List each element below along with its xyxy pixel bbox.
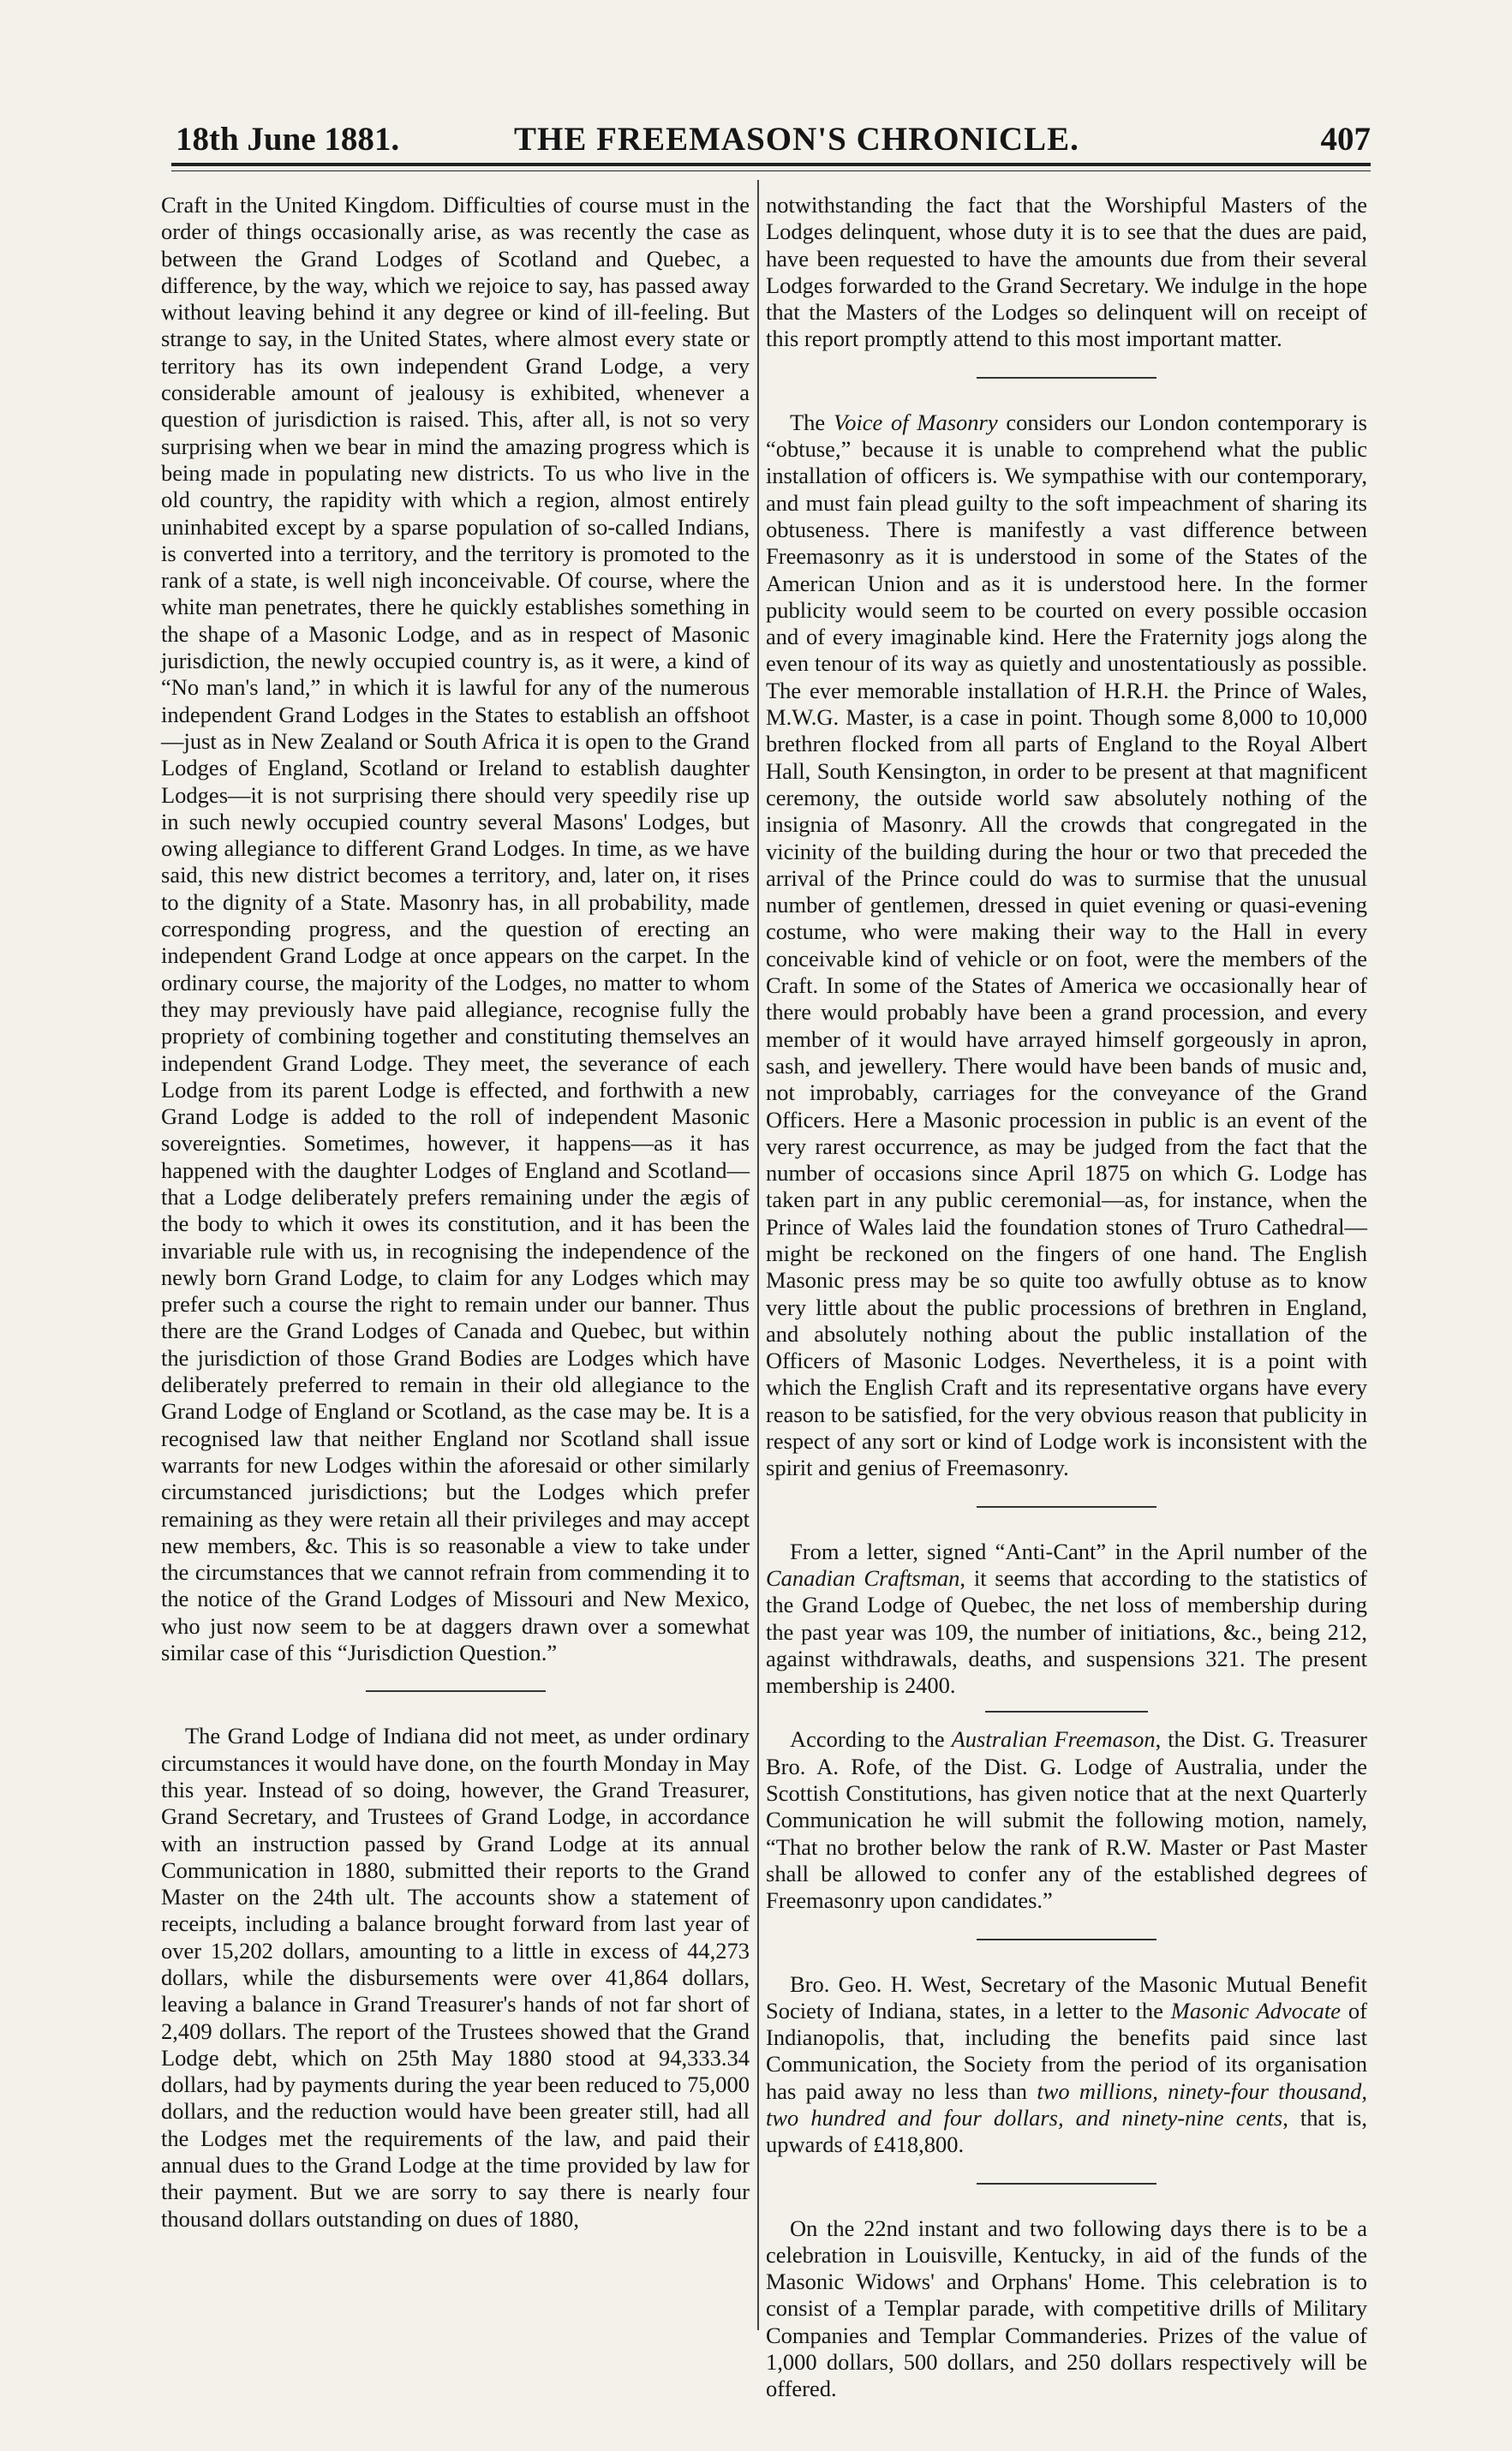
article-mutual-benefit	[766, 1971, 1367, 2159]
header-rule-thin	[171, 170, 1371, 171]
article-australia-motion	[766, 1726, 1367, 1914]
page-header	[176, 120, 1371, 163]
header-rule-thick	[171, 163, 1371, 166]
column-divider	[757, 180, 759, 2330]
article-louisville-celebration: On the 22nd instant and two following days there is to be a celebration in Louisville, Kentucky, in aid of the funds of the Masonic Widows' and Orphans' Home. This celebration is to consist of a Templar parade, with competitive drills of Military Companies and Templar Commanderies. Prizes of the value of 1,000 dollars, 500 dollars, and 250 dollars respectively will be offered.	[766, 2215, 1367, 2402]
text-run: , it seems that according to the statistics of the Grand Lodge of Quebec, the net loss of membership during the past year was 109, the number of initiations, &c., being 212, against withdrawals, deaths, and suspensions 321. The present membership is 2400.	[766, 1564, 1367, 1699]
section-divider	[977, 1939, 1156, 1940]
text-run: From a letter, signed “Anti-Cant” in the April number of the	[790, 1538, 1367, 1564]
page-number: 407	[1320, 121, 1371, 158]
text-run: Bro. Geo. H. West, Secretary of the Masonic Mutual Benefit Society of Indiana, states, in a letter to the	[766, 1970, 1367, 2024]
issue-date: 18th June 1881.	[176, 121, 400, 158]
text-run: of Indianopolis, that, including the benefits paid since last Communication, the Society from the period of its organisation has paid away no less than	[766, 1997, 1367, 2104]
publication-name: Canadian Craftsman	[766, 1564, 960, 1591]
section-divider	[985, 1711, 1148, 1713]
article-jurisdiction: Craft in the United Kingdom. Difficulties of course must in the order of things occasionally arise, as was recently the case as between the Grand Lodges of Scotland and Quebec, a difference, by the way, which we rejoice to say, has passed away without leaving behind it any degree or kind of ill-feeling. But strange to say, in the United States, where almost every state or territory has its own independent Grand Lodge, a very considerable amount of jealousy is exhibited, whenever a question of jurisdiction is raised. This, after all, is not so very surprising when we bear in mind the amazing progress which is being made in populating new districts. To us who live in the old country, the rapidity with which a region, almost entirely uninhabited except by a sparse population of so-called Indians, is converted into a territory, and the territory is promoted to the rank of a state, is well nigh inconceivable. Of course, where the white man penetrates, there he quickly establishes something in the shape of a Masonic Lodge, and as in respect of Masonic jurisdiction, the newly occupied country is, as it were, a kind of “No man's land,” in which it is lawful for any of the numerous independent Grand Lodges in the States to establish an offshoot—just as in New Zealand or South Africa it is open to the Grand Lodges of England, Scotland or Ireland to establish daughter Lodges—it is not surprising there should very speedily rise up in such newly occupied country several Masons' Lodges, but owing allegiance to different Grand Lodges. In time, as we have said, this new district becomes a territory, and, later on, it rises to the dignity of a State. Masonry has, in all probability, made corresponding progress, and the question of erecting an independent Grand Lodge at once appears on the carpet. In the ordinary course, the majority of the Lodges, no matter to whom they may previously have paid allegiance, recognise fully the propriety of combining together and constituting themselves an independent Grand Lodge. They meet, the severance of each Lodge from its parent Lodge is effected, and forthwith a new Grand Lodge is added to the roll of independent Masonic sovereignties. Sometimes, however, it happens—as it has happened with the daughter Lodges of England and Scotland—that a Lodge deliberately prefers remaining under the ægis of the body to which it owes its constitution, and it has been the invariable rule with us, in recognising the independence of the newly born Grand Lodge, to claim for any Lodges which may prefer such a course the right to remain under our banner. Thus there are the Grand Lodges of Canada and Quebec, but within the jurisdiction of those Grand Bodies are Lodges which have deliberately preferred to remain in their old allegiance to the Grand Lodge of England or Scotland, as the case may be. It is a recognised law that neither England nor Scotland shall issue warrants for new Lodges within the aforesaid or other similarly circumstanced jurisdictions; but the Lodges which prefer remaining as they were retain all their privileges and may accept new members, &c. This is so reasonable a view to take under the circumstances that we cannot refrain from commending it to the notice of the Grand Lodges of Missouri and New Mexico, who just now seem to be at daggers drawn over a somewhat similar case of this “Jurisdiction Question.”	[161, 192, 750, 1666]
article-voice-of-masonry	[766, 409, 1367, 1482]
publication-title: THE FREEMASON'S CHRONICLE.	[514, 121, 1079, 158]
publication-name: Masonic Advocate	[1170, 1997, 1342, 2024]
right-column	[766, 192, 1367, 2403]
text-run: considers our London contemporary is “obtuse,” because it is unable to comprehend what the public installation of officers is. We sympathise with our contemporary, and must fain plead guilty to the soft impeachment of sharing its obtuseness. There is manifestly a vast difference between Freemasonry as it is understood in some of the States of the American Union and as it is understood here. In the former publicity would seem to be courted on every possible occasion and of every imaginable kind. Here the Fraternity jogs along the even tenour of its way as quietly and unostentatiously as possible. The ever memorable installation of H.R.H. the Prince of Wales, M.W.G. Master, is a case in point. Though some 8,000 to 10,000 brethren flocked from all parts of England to the Royal Albert Hall, South Kensington, in order to be present at that magnificent ceremony, the outside world saw absolutely nothing of the insignia of Masonry. All the crowds that congregated in the vicinity of the building during the hour or two that preceded the arrival of the Prince could do was to surmise that the unusual number of gentlemen, dressed in quiet evening or quasi-evening costume, who were making their way to the Hall in every conceivable kind of vehicle or on foot, were the members of the Craft. In some of the States of America we occasionally hear of there would probably have been a grand procession, and every member of it would have arrayed himself gorgeously in apron, sash, and jewellery. There would have been bands of music and, not improbably, carriages for the conveyance of the Grand Officers. Here a Masonic procession in public is an event of the very rarest occurrence, as may be judged from the fact that the number of occasions since April 1875 on which G. Lodge has taken part in any public ceremonial—as, for instance, when the Prince of Wales laid the foundation stones of Truro Cathedral—might be reckoned on the fingers of one hand. The English Masonic press may be so quite too awfully obtuse as to know very little about the public processions of brethren in England, and absolutely nothing about the public installation of the Officers of Masonic Lodges. Nevertheless, it is a point with which the English Craft and its representative organs have every reason to be satisfied, for the very obvious reason that publicity in respect of any sort or kind of Lodge work is inconsistent with the spirit and genius of Freemasonry.	[766, 409, 1367, 1481]
amount-italic: two millions, ninety-four thousand, two hundred and four dollars, and ninety-nine cents	[766, 2077, 1367, 2131]
publication-name: Australian Freemason	[951, 1726, 1156, 1753]
section-divider	[977, 377, 1156, 379]
article-indiana-continued: notwithstanding the fact that the Worshipful Masters of the Lodges delinquent, whose duty it is to see that the dues are paid, have been requested to have the amounts due from their several Lodges forwarded to the Grand Secretary. We indulge in the hope that the Masters of the Lodges so delinquent will on receipt of this report promptly attend to this most important matter.	[766, 192, 1367, 352]
article-quebec-membership	[766, 1539, 1367, 1700]
article-indiana-grand-lodge: The Grand Lodge of Indiana did not meet, as under ordinary circumstances it would have done, on the fourth Monday in May this year. Instead of so doing, however, the Grand Treasurer, Grand Secretary, and Trustees of Grand Lodge, in accordance with an instruction passed by Grand Lodge at its annual Communication in 1880, submitted their reports to the Grand Master on the 24th ult. The accounts show a statement of receipts, including a balance brought forward from last year of over 15,202 dollars, amounting to a little in excess of 44,273 dollars, while the disbursements were over 41,864 dollars, leaving a balance in Grand Treasurer's hands of not far short of 2,409 dollars. The report of the Trustees showed that the Grand Lodge debt, which on 25th May 1880 stood at 94,333.34 dollars, had by payments during the year been reduced to 75,000 dollars, and the reduction would have been greater still, had all the Lodges met the requirements of the law, and paid their annual dues to the Grand Lodge at the time provided by law for their payment. But we are sorry to say there is nearly four thousand dollars outstanding on dues of 1880,	[161, 1723, 750, 2232]
section-divider	[977, 2183, 1156, 2185]
section-divider	[977, 1506, 1156, 1508]
text-run: The	[790, 409, 834, 435]
section-divider	[366, 1690, 546, 1692]
text-run: According to the	[790, 1726, 952, 1753]
left-column	[161, 192, 750, 2233]
text-run: , that is, upwards of £418,800.	[766, 2105, 1367, 2158]
publication-name: Voice of Masonry	[833, 409, 998, 435]
text-run: , the Dist. G. Treasurer Bro. A. Rofe, of the Dist. G. Lodge of Australia, under the Scottish Constitutions, has given notice that at the next Quarterly Communication he will submit the following motion, namely, “That no brother below the rank of R.W. Master or Past Master shall be allowed to confer any of the established degrees of Freemasonry upon candidates.”	[766, 1726, 1367, 1914]
